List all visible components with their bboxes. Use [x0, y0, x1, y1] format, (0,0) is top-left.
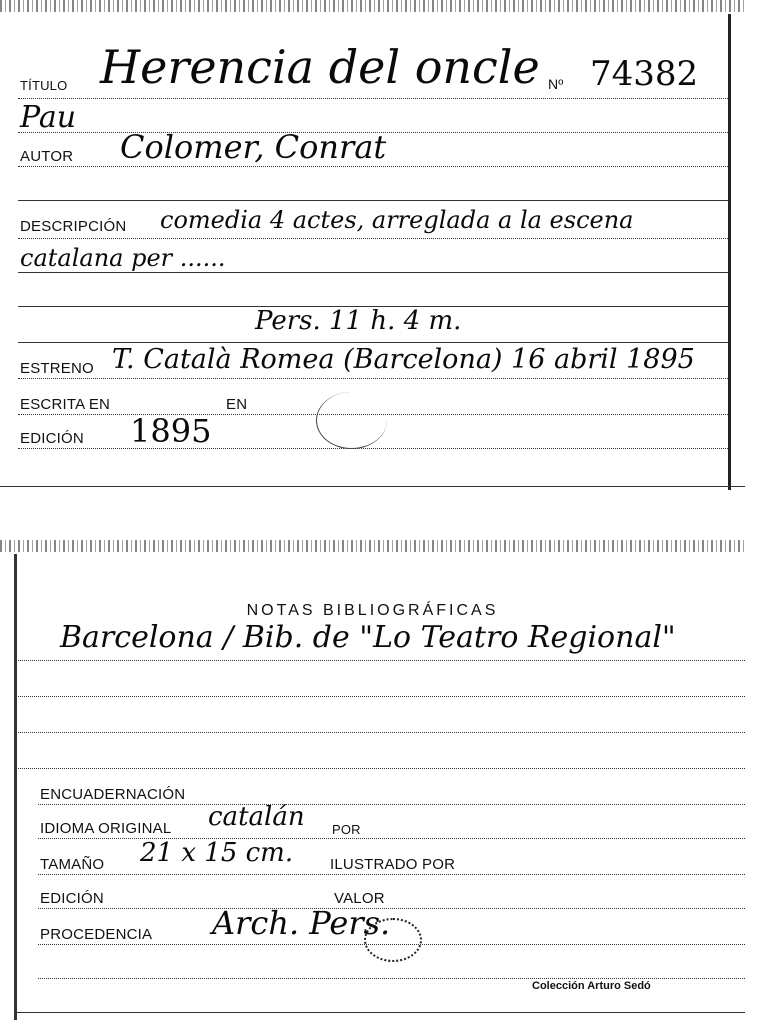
punch-hole-mark [316, 392, 387, 449]
notas-value: Barcelona / Bib. de "Lo Teatro Regional" [60, 620, 676, 655]
rule-desc-2 [18, 272, 728, 273]
rule-tamano [38, 874, 745, 875]
rule-estreno [18, 378, 728, 379]
procedencia-value: Arch. Pers. [212, 904, 391, 942]
collection-footer: Colección Arturo Sedó [532, 980, 651, 992]
encuadernacion-label: ENCUADERNACIÓN [40, 786, 186, 803]
rule-notas-2 [18, 696, 745, 697]
escrita-en-label-2: EN [226, 396, 248, 413]
rule-notas-4 [18, 768, 745, 769]
rule-descripcion [18, 238, 728, 239]
edicion-label: EDICIÓN [40, 890, 104, 907]
escrita-en-label: ESCRITA EN [20, 396, 111, 413]
rule-encuadernacion [38, 804, 745, 805]
titulo-value: Herencia del oncle [100, 40, 540, 94]
ink-stamp [364, 918, 422, 962]
numero-value: 74382 [590, 54, 699, 94]
rule-notas-1 [18, 660, 745, 661]
card-edge [728, 14, 731, 490]
tamano-value: 21 x 15 cm. [140, 838, 294, 868]
rule-blank [18, 200, 728, 201]
scan-edge-top [0, 540, 745, 552]
titulo-value-2: Pau [20, 100, 77, 135]
descripcion-label: DESCRIPCIÓN [20, 218, 127, 235]
notas-title: NOTAS BIBLIOGRÁFICAS [246, 602, 499, 619]
rule-last [38, 978, 745, 979]
idioma-label: IDIOMA ORIGINAL [40, 820, 172, 837]
rule-notas-3 [18, 732, 745, 733]
estreno-label: ESTRENO [20, 360, 94, 377]
edicion-label: EDICIÓN [20, 430, 84, 447]
rule-bottom [14, 1012, 745, 1013]
rule-autor [18, 166, 728, 167]
ilustrado-label: ILUSTRADO POR [330, 856, 456, 873]
descripcion-value-2: catalana per ...... [20, 244, 226, 272]
rule-bottom [0, 486, 745, 487]
valor-label: VALOR [334, 890, 385, 907]
rule-edicion [38, 908, 745, 909]
rule-titulo [18, 98, 728, 99]
procedencia-label: PROCEDENCIA [40, 926, 153, 943]
edicion-value: 1895 [130, 412, 212, 450]
titulo-label: TÍTULO [20, 78, 68, 93]
rule-edicion [18, 448, 728, 449]
autor-label: AUTOR [20, 148, 74, 165]
rule-pers [18, 342, 728, 343]
autor-value: Colomer, Conrat [120, 128, 387, 166]
tamano-label: TAMAÑO [40, 856, 105, 873]
personajes-value: Pers. 11 h. 4 m. [255, 306, 462, 336]
idioma-por-label: POR [332, 822, 361, 837]
idioma-value: catalán [208, 802, 305, 832]
catalog-card-front [0, 0, 745, 490]
descripcion-value: comedia 4 actes, arreglada a la escena [160, 206, 634, 234]
numero-label: Nº [548, 76, 564, 92]
scan-edge-top [0, 0, 745, 12]
estreno-value: T. Català Romea (Barcelona) 16 abril 1895 [112, 344, 695, 375]
catalog-card-back [0, 540, 745, 1020]
card-edge-left [14, 554, 17, 1020]
